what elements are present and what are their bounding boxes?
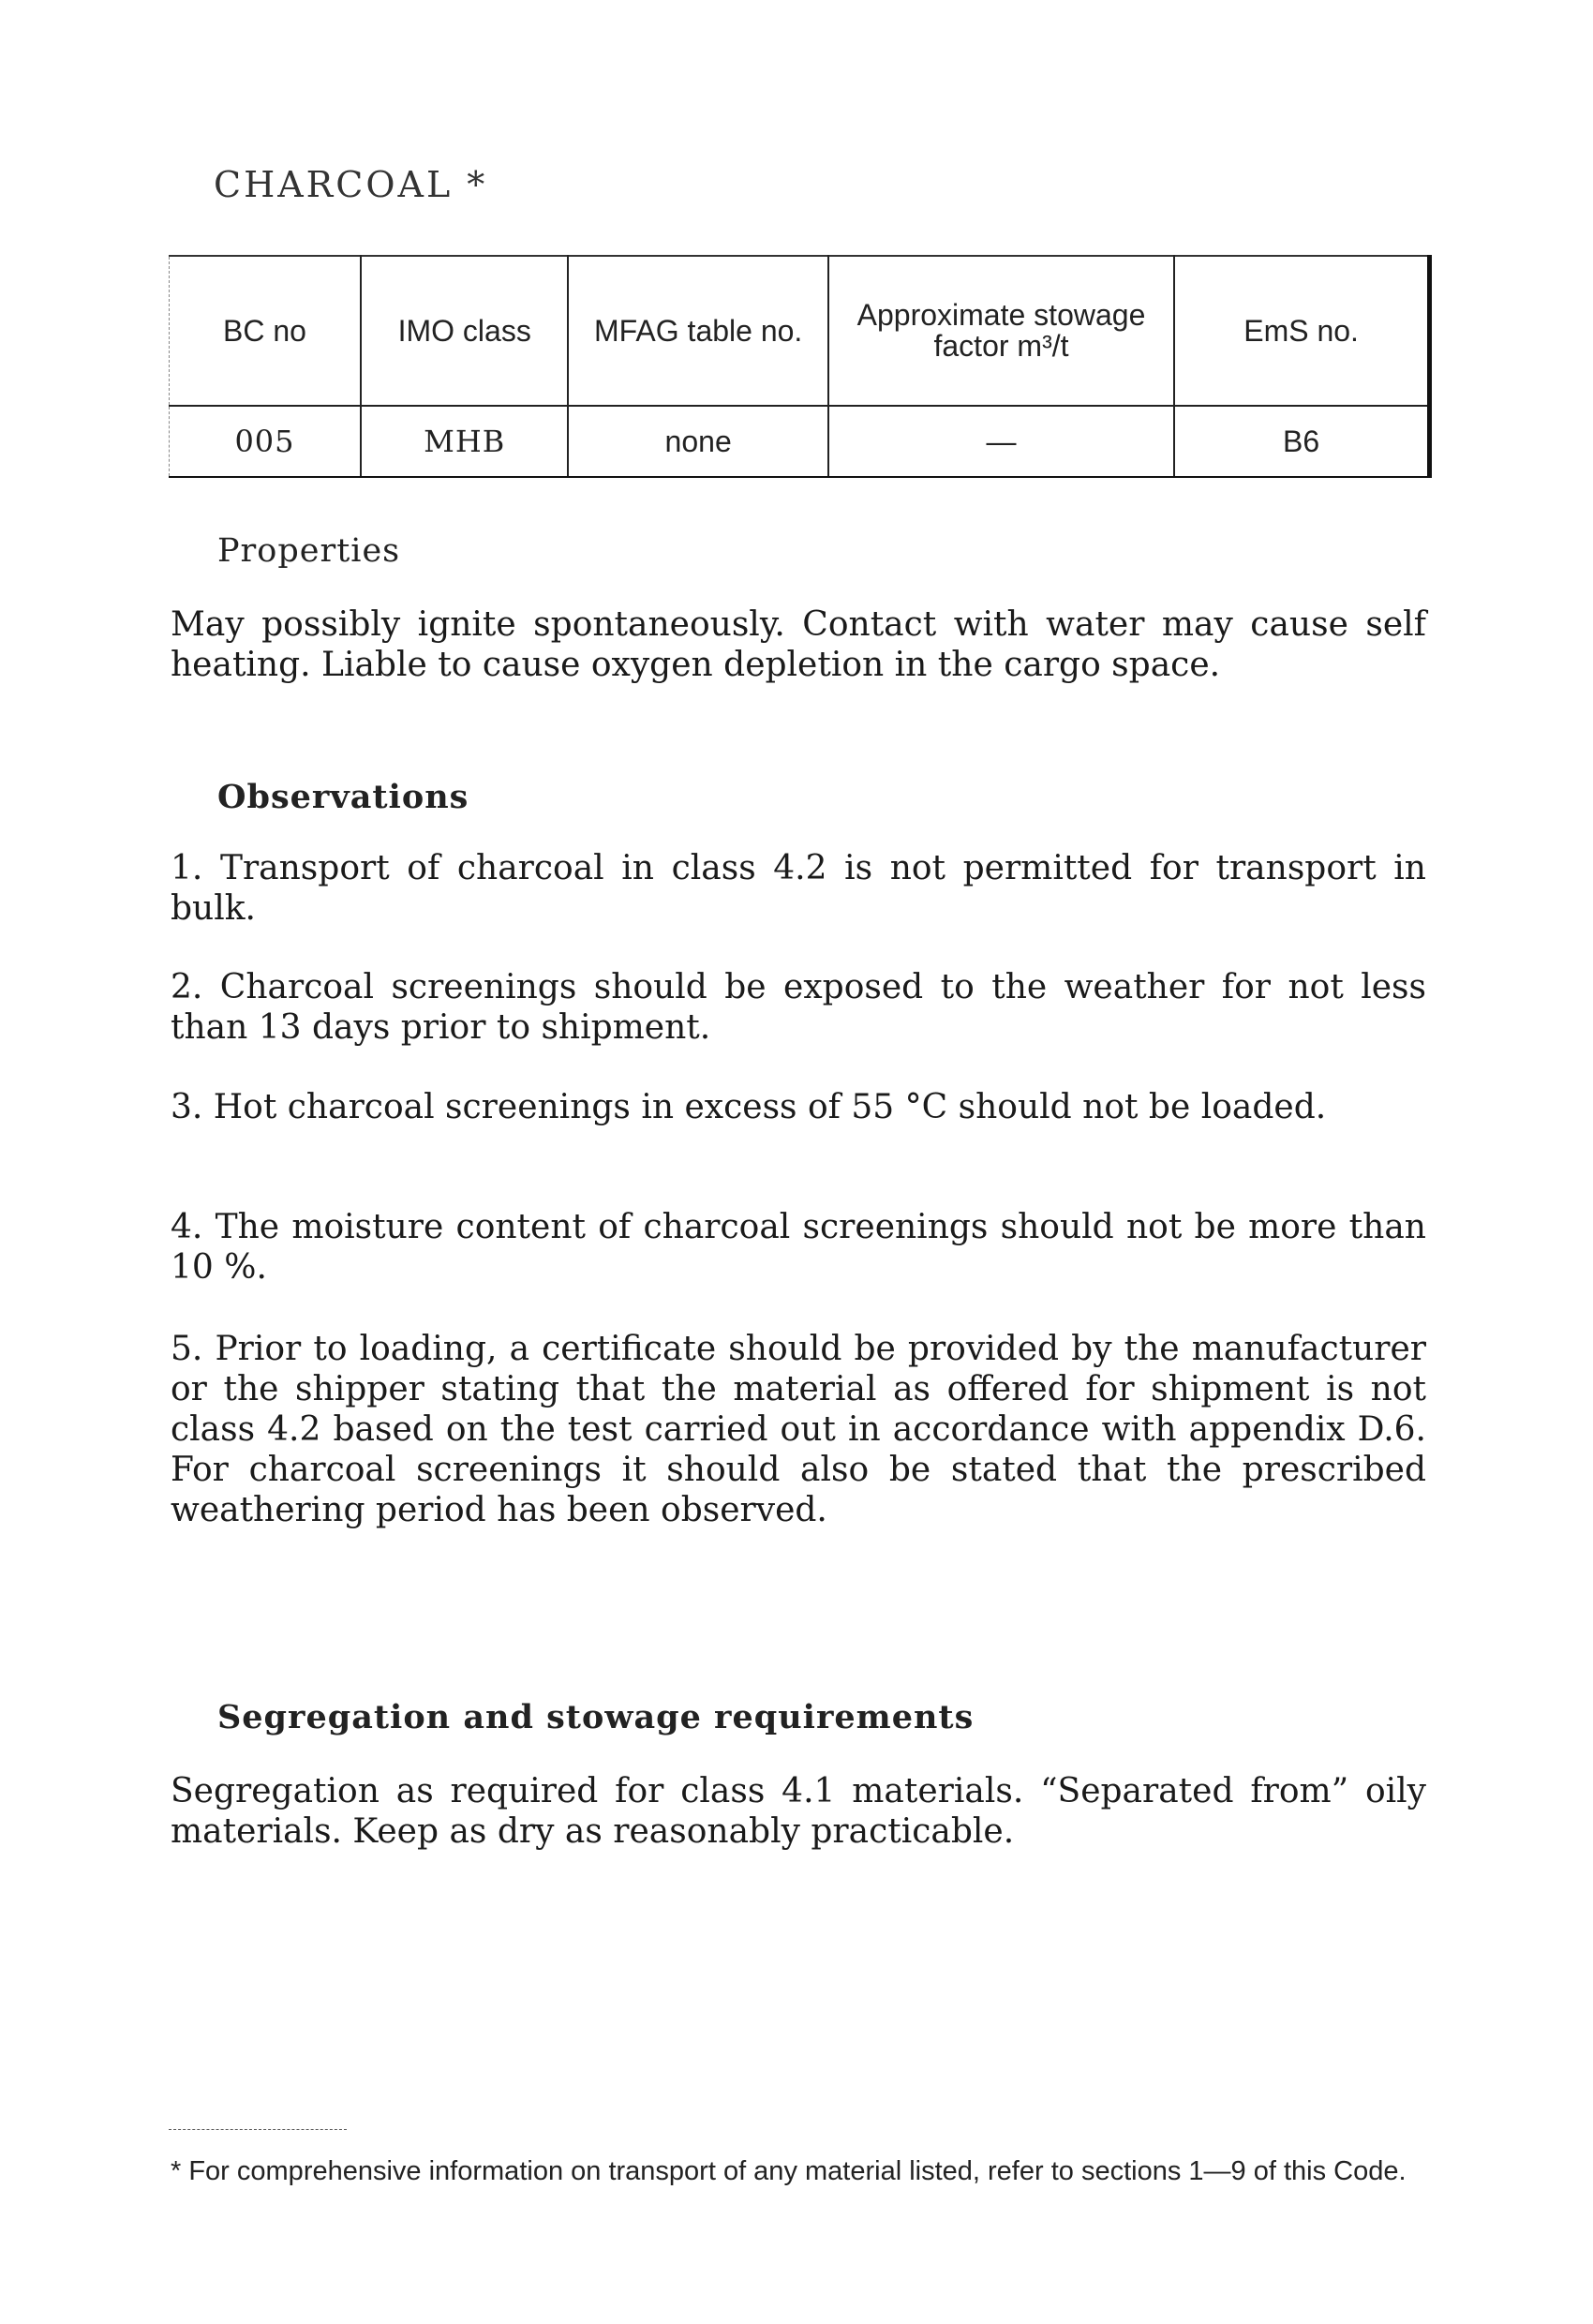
segregation-heading: Segregation and stowage requirements — [217, 1698, 975, 1736]
observation-item-4: 4. The moisture content of charcoal screenings should not be more than 10 %. — [171, 1208, 1426, 1287]
properties-text: May possibly ignite spontaneously. Contact with water may cause self heating. Liable to cause oxygen depletion in the cargo space. — [171, 605, 1426, 684]
cargo-spec-table — [169, 255, 1432, 478]
header-mfag-table: MFAG table no. — [568, 256, 827, 406]
cell-imo-class: MHB — [361, 406, 569, 477]
table-row — [170, 406, 1430, 477]
cell-mfag-table: none — [568, 406, 827, 477]
observation-item-1: 1. Transport of charcoal in class 4.2 is not permitted for transport in bulk. — [171, 849, 1426, 928]
properties-heading: Properties — [217, 532, 401, 570]
observation-item-5: 5. Prior to loading, a certificate should be provided by the manufacturer or the shipper stating that the material as offered for shipment is not class 4.2 based on the test carried out in accordance with appendix D.6. For charcoal screenings it should also be stated that the prescribed weathering period has been observed. — [171, 1330, 1426, 1529]
header-bc-no: BC no — [170, 256, 361, 406]
page-title: CHARCOAL * — [214, 164, 488, 205]
segregation-text: Segregation as required for class 4.1 materials. “Separated from” oily materials. Keep as dry as reasonably practicable. — [171, 1772, 1426, 1851]
observations-heading: Observations — [217, 778, 469, 816]
header-stowage-factor: Approximate stowage factor m³/t — [828, 256, 1174, 406]
header-ems-no: EmS no. — [1174, 256, 1429, 406]
observation-item-3: 3. Hot charcoal screenings in excess of 55 °C should not be loaded. — [171, 1088, 1327, 1126]
footnote: * For comprehensive information on transport of any material listed, refer to sections 1—9 of this Code. — [171, 2156, 1407, 2186]
table-header-row — [170, 256, 1430, 406]
cell-stowage-factor: — — [828, 406, 1174, 477]
footnote-divider — [169, 2129, 347, 2130]
observation-item-2: 2. Charcoal screenings should be exposed to the weather for not less than 13 days prior to shipment. — [171, 968, 1426, 1047]
header-imo-class: IMO class — [361, 256, 569, 406]
cell-bc-no: 005 — [170, 406, 361, 477]
cell-ems-no: B6 — [1174, 406, 1429, 477]
